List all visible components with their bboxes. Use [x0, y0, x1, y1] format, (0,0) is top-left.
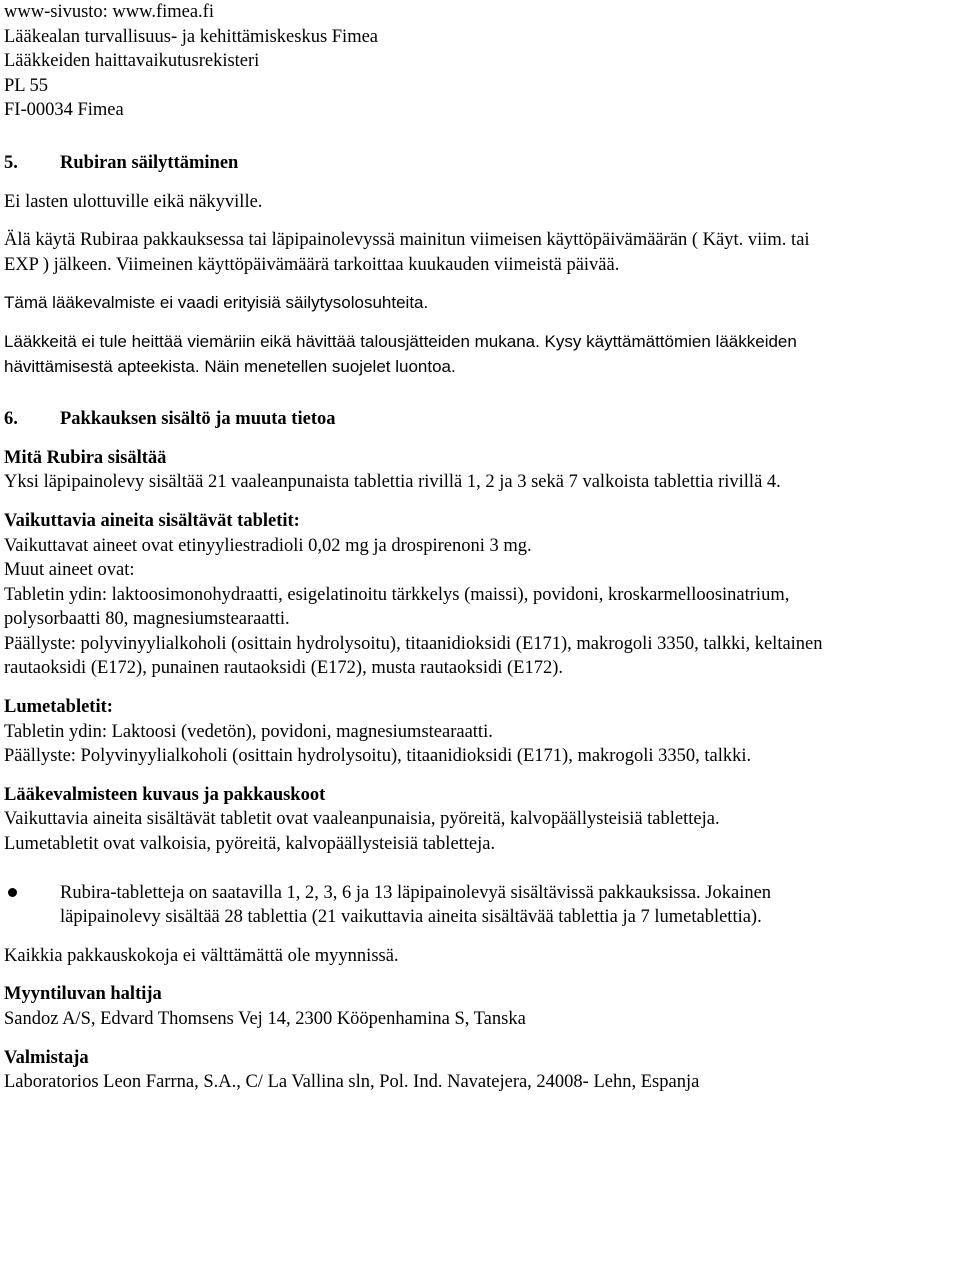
availability-note: Kaikkia pakkauskokoja ei välttämättä ole myynnissä. [4, 945, 399, 966]
section-5-heading [4, 151, 956, 176]
disposal-line-2: hävittämisestä apteekista. Näin menetellen suojelet luontoa. [4, 356, 456, 376]
section-6-heading [4, 407, 956, 432]
section-5-number: 5. [4, 152, 18, 173]
manufacturer-heading: Valmistaja [4, 1047, 89, 1068]
storage-conditions: Tämä lääkevalmiste ei vaadi erityisiä säilytysolosuhteita. [4, 293, 429, 313]
active-substances: Vaikuttavat aineet ovat etinyyliestradioli 0,02 mg ja drospirenoni 3 mg. [4, 535, 532, 556]
postal-code: FI-00034 Fimea [4, 100, 124, 121]
section-6-number: 6. [4, 409, 18, 430]
tablet-core-line-1: Tabletin ydin: laktoosimonohydraatti, esigelatinoitu tärkkelys (maissi), povidoni, kroskarmelloosinatrium, [4, 584, 790, 605]
description-active: Vaikuttavia aineita sisältävät tabletit ovat vaaleanpunaisia, pyöreitä, kalvopäällysteisiä tabletteja. [4, 809, 720, 830]
reporting-address [4, 0, 956, 123]
description-heading: Lääkevalmisteen kuvaus ja pakkauskoot [4, 784, 326, 805]
placebo-heading: Lumetabletit: [4, 697, 113, 718]
expiry-line-2: EXP ) jälkeen. Viimeinen käyttöpäivämäärä tarkoittaa kuukauden viimeistä päivää. [4, 254, 620, 275]
active-tablets-heading: Vaikuttavia aineita sisältävät tabletit: [4, 510, 300, 531]
pack-sizes-line-1: Rubira-tabletteja on saatavilla 1, 2, 3, 6 ja 13 läpipainolevyä sisältävissä pakkauksissa. Jokainen [60, 882, 772, 903]
tablet-core-line-2: polysorbaatti 80, magnesiumstearaatti. [4, 609, 290, 630]
placebo-coating: Päällyste: Polyvinyylialkoholi (osittain hydrolysoitu), titaanidioksidi (E171), makrogoli 3350, talkki. [4, 746, 752, 767]
contents-heading: Mitä Rubira sisältää [4, 447, 167, 468]
contents-text: Yksi läpipainolevy sisältää 21 vaaleanpunaista tablettia rivillä 1, 2 ja 3 sekä 7 valkoista tablettia rivillä 4. [4, 472, 781, 493]
disposal-line-1: Lääkkeitä ei tule heittää viemäriin eikä hävittää talousjätteiden mukana. Kysy käyttämättömien lääkkeiden [4, 331, 797, 351]
other-ingredients-label: Muut aineet ovat: [4, 560, 135, 581]
website-line: www-sivusto: www.fimea.fi [4, 2, 214, 22]
storage-children: Ei lasten ulottuville eikä näkyville. [4, 191, 263, 212]
pack-sizes-list-item [4, 881, 956, 930]
section-6-title: Pakkauksen sisältö ja muuta tietoa [60, 409, 336, 430]
coating-line-1: Päällyste: polyvinyylialkoholi (osittain hydrolysoitu), titaanidioksidi (E171), makrogoli 3350, talkki, keltainen [4, 633, 823, 654]
pack-sizes-line-2: läpipainolevy sisältää 28 tablettia (21 vaikuttavia aineita sisältävää tablettia ja 7 lumetablettia). [60, 907, 762, 928]
bullet-icon [4, 881, 60, 905]
expiry-line-1: Älä käytä Rubiraa pakkauksessa tai läpipainolevyssä mainitun viimeisen käyttöpäivämäärän ( Käyt. viim. tai [4, 230, 810, 251]
coating-line-2: rautaoksidi (E172), punainen rautaoksidi (E172), musta rautaoksidi (E172). [4, 658, 563, 679]
manufacturer-address: Laboratorios Leon Farrna, S.A., C/ La Vallina sln, Pol. Ind. Navatejera, 24008- Lehn, Espanja [4, 1072, 700, 1093]
registry-name: Lääkkeiden haittavaikutusrekisteri [4, 51, 260, 72]
description-placebo: Lumetabletit ovat valkoisia, pyöreitä, kalvopäällysteisiä tabletteja. [4, 834, 496, 855]
holder-address: Sandoz A/S, Edvard Thomsens Vej 14, 2300 Kööpenhamina S, Tanska [4, 1009, 526, 1029]
section-5-title: Rubiran säilyttäminen [60, 152, 239, 173]
po-box: PL 55 [4, 75, 49, 96]
holder-heading: Myyntiluvan haltija [4, 984, 162, 1005]
placebo-core: Tabletin ydin: Laktoosi (vedetön), povidoni, magnesiumstearaatti. [4, 721, 493, 742]
agency-name: Lääkealan turvallisuus- ja kehittämiskeskus Fimea [4, 26, 379, 47]
